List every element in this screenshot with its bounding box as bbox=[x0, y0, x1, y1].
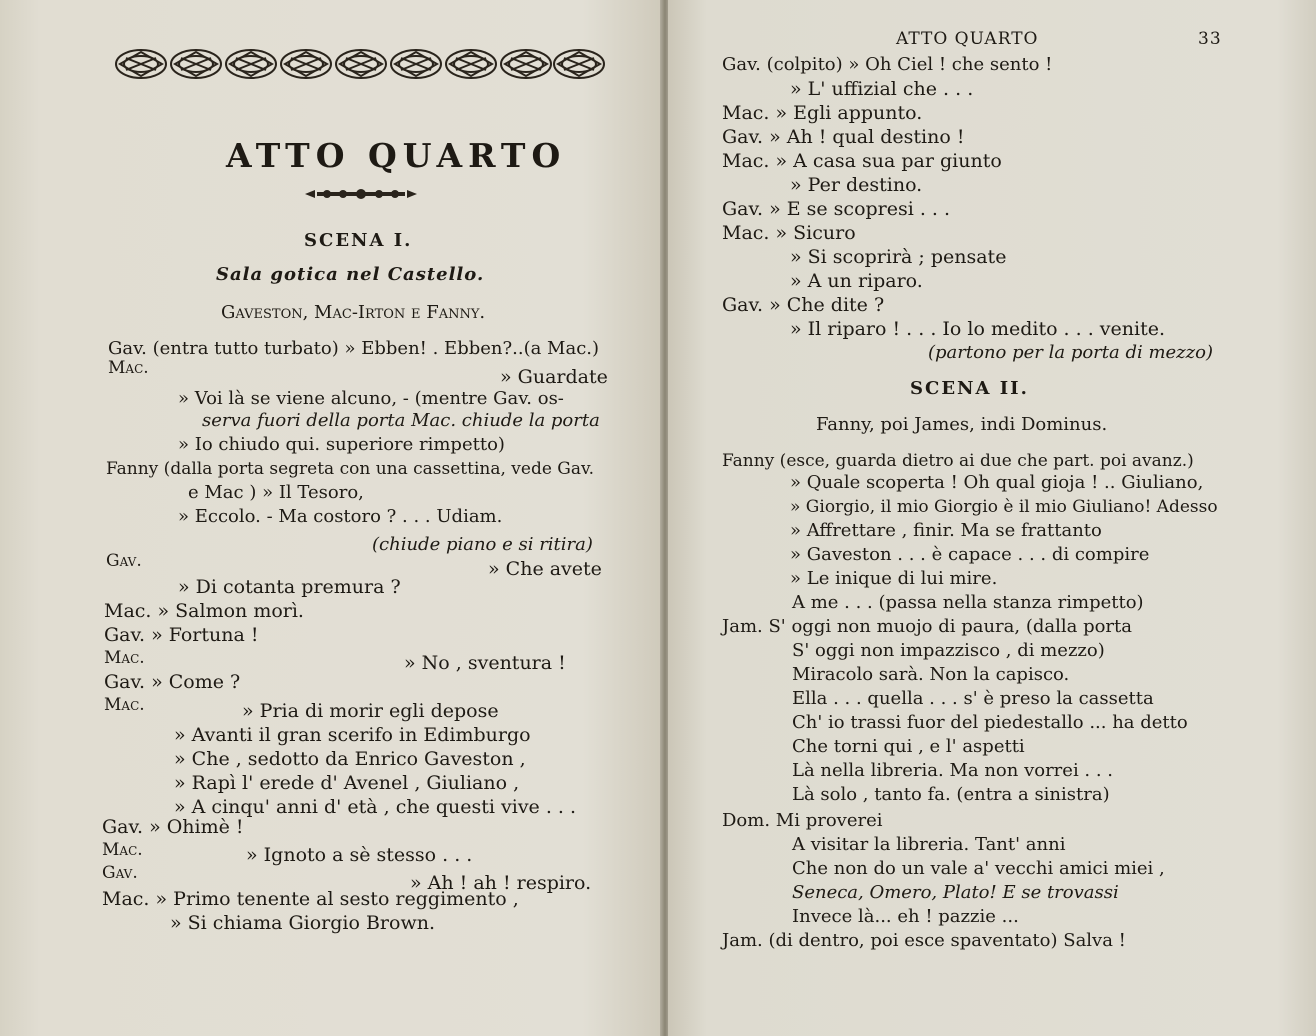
text-line: Gav. » Fortuna ! bbox=[104, 624, 259, 646]
text-line: » Pria di morir egli depose bbox=[242, 700, 499, 722]
text-line: Mac. bbox=[102, 840, 143, 860]
text-line: Là solo , tanto fa. (entra a sinistra) bbox=[792, 784, 1110, 805]
text-line: Gav. » Ah ! qual destino ! bbox=[722, 126, 965, 148]
character-list: Gaveston, Mac-Irton e Fanny. bbox=[221, 302, 486, 323]
text-line: » Le inique di lui mire. bbox=[790, 568, 998, 589]
text-line: » Che , sedotto da Enrico Gaveston , bbox=[174, 748, 526, 770]
text-line: Jam. (di dentro, poi esce spaventato) Salva ! bbox=[722, 930, 1126, 951]
stage-direction: (partono per la porta di mezzo) bbox=[928, 342, 1214, 363]
text-line: Gav. » E se scopresi . . . bbox=[722, 198, 951, 220]
text-line: Mac. bbox=[108, 358, 149, 378]
text-line: Che non do un vale a' vecchi amici miei , bbox=[792, 858, 1165, 879]
text-line: Fanny (esce, guarda dietro ai due che part. poi avanz.) bbox=[722, 451, 1194, 471]
text-line: Mac. » A casa sua par giunto bbox=[722, 150, 1002, 172]
text-line: » A un riparo. bbox=[790, 270, 923, 292]
text-line: » Guardate bbox=[500, 366, 608, 388]
page-number: 33 bbox=[1198, 29, 1222, 49]
text-line: » Si chiama Giorgio Brown. bbox=[170, 912, 435, 934]
text-line: Gav. bbox=[106, 551, 142, 571]
text-line: » Per destino. bbox=[790, 174, 923, 196]
text-line: Mac. » Primo tenente al sesto reggimento , bbox=[102, 888, 519, 910]
right-page bbox=[668, 0, 1316, 1036]
text-line: » Il riparo ! . . . Io lo medito . . . venite. bbox=[790, 318, 1166, 340]
scene-label: SCENA II. bbox=[910, 378, 1029, 399]
scene-setting: Sala gotica nel Castello. bbox=[216, 264, 485, 285]
text-line: Fanny (dalla porta segreta con una cassettina, vede Gav. bbox=[106, 459, 595, 479]
text-line: e Mac ) » Il Tesoro, bbox=[188, 482, 364, 503]
text-line: » Avanti il gran scerifo in Edimburgo bbox=[174, 724, 531, 746]
text-line: » Si scoprirà ; pensate bbox=[790, 246, 1007, 268]
text-line: » Che avete bbox=[488, 558, 602, 580]
text-line: Mac. » Sicuro bbox=[722, 222, 856, 244]
text-line: Ella . . . quella . . . s' è preso la cassetta bbox=[792, 688, 1154, 709]
act-title: ATTO QUARTO bbox=[226, 136, 567, 175]
text-line: A visitar la libreria. Tant' anni bbox=[792, 834, 1066, 855]
text-line: Gav. » Che dite ? bbox=[722, 294, 885, 316]
text-line: S' oggi non impazzisco , di mezzo) bbox=[792, 640, 1105, 661]
text-line: » Quale scoperta ! Oh qual gioja ! .. Giuliano, bbox=[790, 472, 1204, 493]
text-line: Dom. Mi proverei bbox=[722, 810, 883, 831]
text-line: » Di cotanta premura ? bbox=[178, 576, 401, 598]
text-line: Mac. » Egli appunto. bbox=[722, 102, 923, 124]
text-line: Invece là... eh ! pazzie ... bbox=[792, 906, 1019, 927]
text-line: Che torni qui , e l' aspetti bbox=[792, 736, 1025, 757]
text-line: Gav. (colpito) » Oh Ciel ! che sento ! bbox=[722, 54, 1053, 75]
text-line: » Io chiudo qui. superiore rimpetto) bbox=[178, 434, 505, 455]
text-line: » No , sventura ! bbox=[404, 652, 566, 674]
text-line: » A cinqu' anni d' età , che questi vive . . . bbox=[174, 796, 577, 818]
text-line: A me . . . (passa nella stanza rimpetto) bbox=[792, 592, 1144, 613]
text-line: » Affrettare , finir. Ma se frattanto bbox=[790, 520, 1102, 541]
text-line: Mac. bbox=[104, 648, 145, 668]
text-line: serva fuori della porta Mac. chiude la porta bbox=[202, 410, 600, 431]
text-line: Mac. bbox=[104, 695, 145, 715]
text-line: » Ah ! ah ! respiro. bbox=[410, 872, 592, 894]
text-line: » Voi là se viene alcuno, - (mentre Gav. os- bbox=[178, 388, 564, 409]
text-line: Gav. (entra tutto turbato) » Ebben! . Ebben?..(a Mac.) bbox=[108, 338, 600, 359]
text-line: (chiude piano e si ritira) bbox=[372, 534, 593, 555]
text-line: Gav. » Come ? bbox=[104, 671, 241, 693]
text-line: Là nella libreria. Ma non vorrei . . . bbox=[792, 760, 1114, 781]
text-line: » Eccolo. - Ma costoro ? . . . Udiam. bbox=[178, 506, 503, 527]
text-line: » Rapì l' erede d' Avenel , Giuliano , bbox=[174, 772, 520, 794]
text-line: Gav. » Ohimè ! bbox=[102, 816, 244, 838]
text-line: Gav. bbox=[102, 863, 138, 883]
scene-label: SCENA I. bbox=[304, 230, 413, 251]
text-line: » Giorgio, il mio Giorgio è il mio Giuliano! Adesso bbox=[790, 497, 1218, 517]
running-head: ATTO QUARTO bbox=[896, 29, 1039, 49]
character-list: Fanny, poi James, indi Dominus. bbox=[816, 414, 1108, 435]
ornament-band bbox=[114, 46, 606, 82]
text-line: Jam. S' oggi non muojo di paura, (dalla porta bbox=[722, 616, 1133, 637]
text-line: » Ignoto a sè stesso . . . bbox=[246, 844, 473, 866]
text-line: Ch' io trassi fuor del piedestallo ... ha detto bbox=[792, 712, 1188, 733]
text-line: Seneca, Omero, Plato! E se trovassi bbox=[792, 882, 1119, 903]
text-line: » Gaveston . . . è capace . . . di compire bbox=[790, 544, 1150, 565]
text-line: Mac. » Salmon morì. bbox=[104, 600, 304, 622]
text-line: » L' uffizial che . . . bbox=[790, 78, 974, 100]
title-flourish bbox=[305, 187, 417, 201]
text-line: Miracolo sarà. Non la capisco. bbox=[792, 664, 1070, 685]
